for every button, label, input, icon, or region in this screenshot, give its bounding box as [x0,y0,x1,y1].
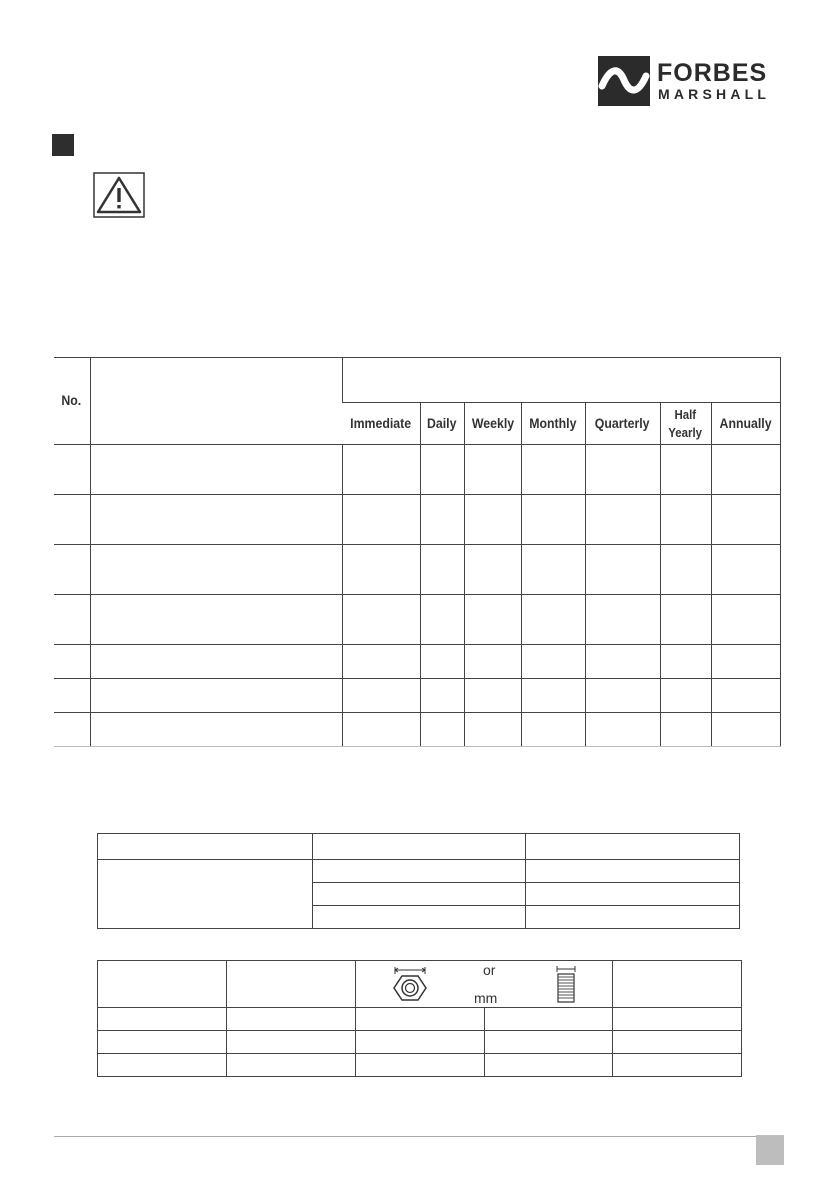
brand-logo [598,56,788,108]
frequency-header-weekly: Weekly [464,403,521,445]
table-row [54,645,780,679]
forbes-marshall-logo-icon [598,56,650,106]
table-row [54,679,780,713]
page-number-box [756,1135,784,1165]
brand-name-line2: MARSHALL [658,86,771,102]
brand-name-line1: FORBES [657,59,768,87]
table-row [98,1008,742,1031]
or-label: or [483,962,496,978]
frequency-header-annually: Annually [711,403,780,445]
table-row [98,860,740,883]
footer-divider [54,1136,782,1137]
specification-table [97,833,740,929]
no-column-header: No. [54,358,90,445]
table-row [54,713,780,747]
unit-label: mm [474,990,498,1006]
item-column-header [90,358,342,445]
table-row [98,1031,742,1054]
frequency-header-monthly: Monthly [521,403,585,445]
frequency-header-daily: Daily [420,403,464,445]
warning-triangle-icon [93,172,145,218]
table-row [54,545,780,595]
section-marker-icon [52,134,74,156]
frequency-group-header [342,358,780,403]
frequency-header-immediate: Immediate [342,403,420,445]
table-row [54,595,780,645]
frequency-header-quarterly: Quarterly [585,403,660,445]
table-row [98,1054,742,1077]
hex-nut-icon [392,964,428,1004]
table-row [54,495,780,545]
table-row [98,834,740,860]
threaded-bolt-icon [555,964,577,1004]
frequency-header-half-yearly: Half Yearly [660,403,711,445]
maintenance-schedule-table [54,357,781,747]
table-row [54,445,780,495]
